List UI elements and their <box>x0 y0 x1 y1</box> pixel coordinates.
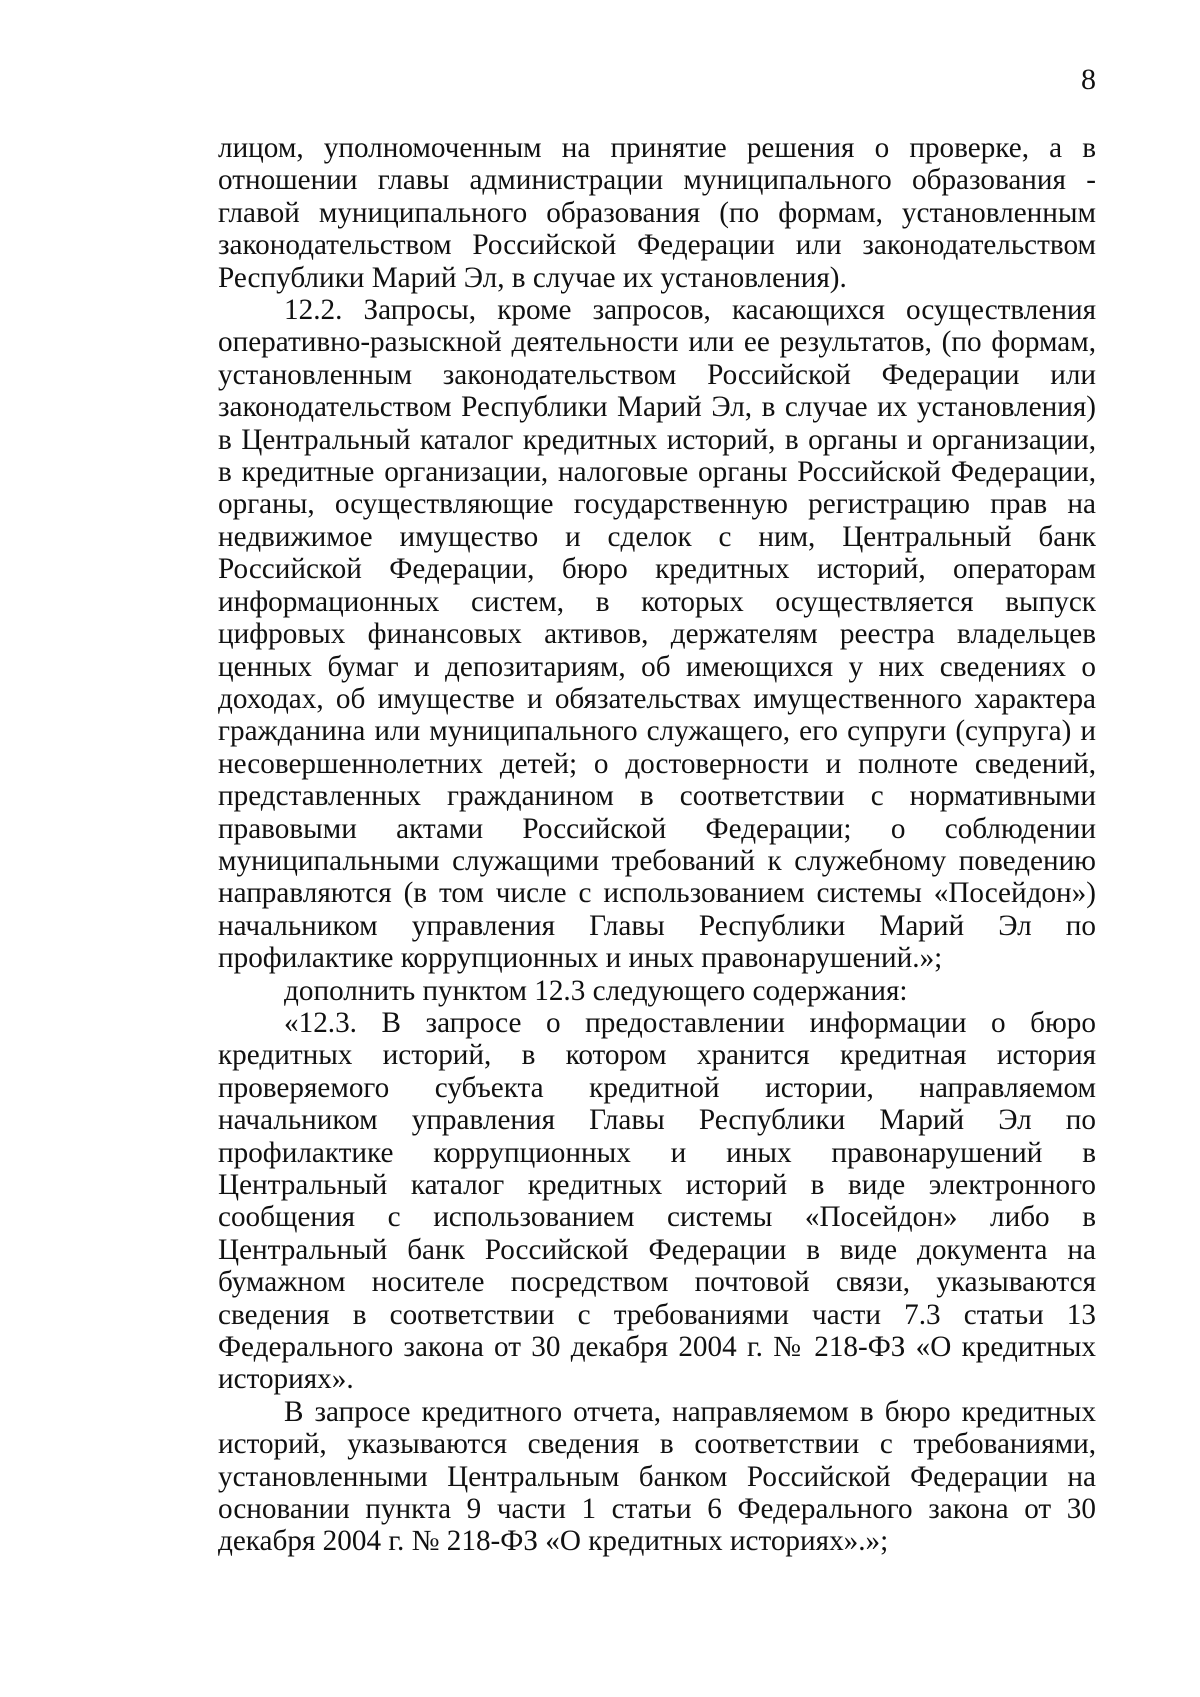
document-body <box>218 132 1096 1558</box>
paragraph-12-2: 12.2. Запросы, кроме запросов, касающихся осуществления оперативно-разыскной деятельности или ее результатов, (по формам, установленным законодательством Российской Федерации или законодательством Республики Марий Эл, в случае их установления) в Центральный каталог кредитных историй, в органы и организации, в кредитные организации, налоговые органы Российской Федерации, органы, осуществляющие государственную регистрацию прав на недвижимое имущество и сделок с ним, Центральный банк Российской Федерации, бюро кредитных историй, операторам информационных систем, в которых осуществляется выпуск цифровых финансовых активов, держателям реестра владельцев ценных бумаг и депозитариям, об имеющихся у них сведениях о доходах, об имуществе и обязательствах имущественного характера гражданина или муниципального служащего, его супруги (супруга) и несовершеннолетних детей; о достоверности и полноте сведений, представленных гражданином в соответствии с нормативными правовыми актами Российской Федерации; о соблюдении муниципальными служащими требований к служебному поведению направляются (в том числе с использованием системы «Посейдон») начальником управления Главы Республики Марий Эл по профилактике коррупционных и иных правонарушений.»; <box>218 294 1096 975</box>
page-number: 8 <box>1081 63 1096 96</box>
paragraph-credit-report: В запросе кредитного отчета, направляемом в бюро кредитных историй, указываются сведения в соответствии с требованиями, установленными Центральным банком Российской Федерации на основании пункта 9 части 1 статьи 6 Федерального закона от 30 декабря 2004 г. № 218-ФЗ «О кредитных историях».»; <box>218 1395 1096 1558</box>
paragraph-12-3: «12.3. В запросе о предоставлении информации о бюро кредитных историй, в котором хранится кредитная история проверяемого субъекта кредитной истории, направляемом начальником управления Главы Республики Марий Эл по профилактике коррупционных и иных правонарушений в Центральный каталог кредитных историй в виде электронного сообщения с использованием системы «Посейдон» либо в Центральный банк Российской Федерации в виде документа на бумажном носителе посредством почтовой связи, указываются сведения в соответствии с требованиями части 7.3 статьи 13 Федерального закона от 30 декабря 2004 г. № 218-ФЗ «О кредитных историях». <box>218 1006 1096 1396</box>
paragraph-amendment-intro: дополнить пунктом 12.3 следующего содержания: <box>284 974 908 1007</box>
paragraph-continuation: лицом, уполномоченным на принятие решения о проверке, а в отношении главы администрации муниципального образования - главой муниципального образования (по формам, установленным законодательством Российской Федерации или законодательством Республики Марий Эл, в случае их установления). <box>218 132 1096 294</box>
